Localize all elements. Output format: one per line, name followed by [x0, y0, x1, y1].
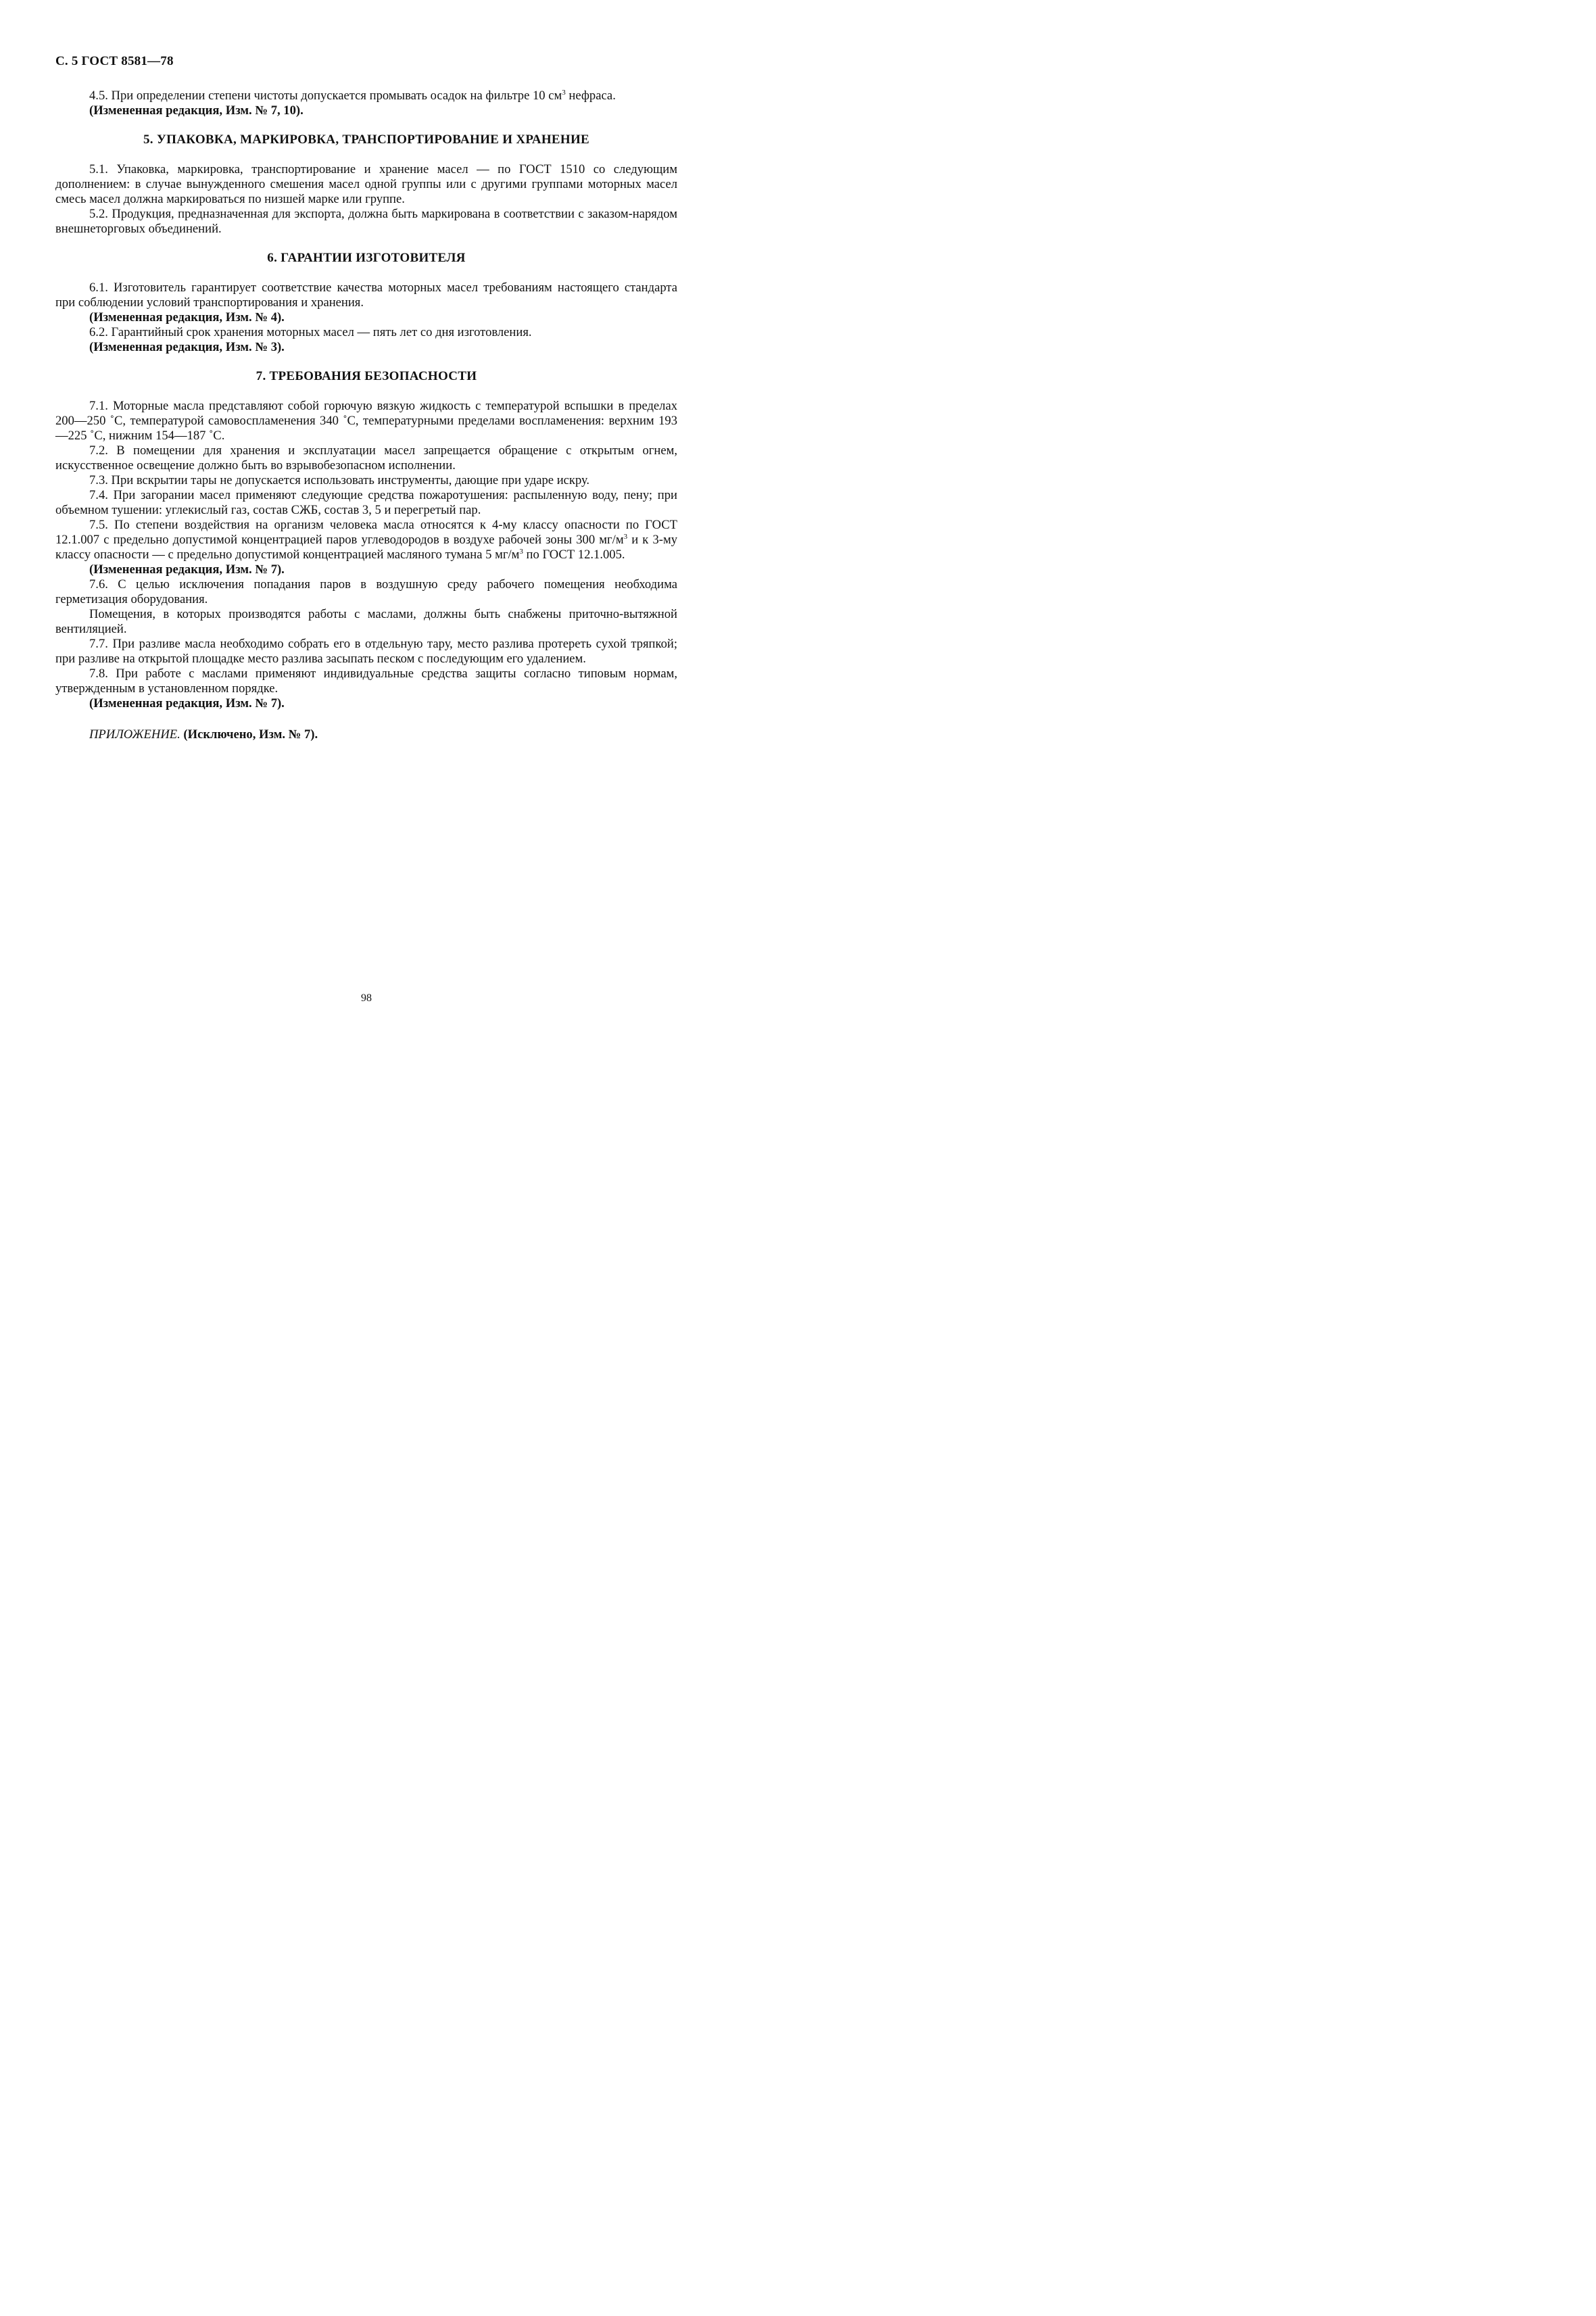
amendment-note: (Измененная редакция, Изм. № 7, 10). — [89, 103, 304, 118]
paragraph-7-7: 7.7. При разливе масла необходимо собрать его в отдельную тару, место разлива протереть сухой тряпкой; при разливе на открытой площадке место разлива засыпать песком с последующим его удалением. — [55, 637, 677, 666]
paragraph-7-8: 7.8. При работе с маслами применяют индивидуальные средства защиты согласно типовым нормам, утвержденным в установленном порядке. — [55, 667, 677, 696]
page-number: 98 — [361, 992, 372, 1004]
paragraph-7-4: 7.4. При загорании масел применяют следующие средства пожаротушения: распыленную воду, пену; при объемном тушении: углекислый газ, состав СЖБ, состав 3, 5 и перегретый пар. — [55, 488, 677, 517]
paragraph-6-2: 6.2. Гарантийный срок хранения моторных масел — пять лет со дня изготовления. — [89, 325, 532, 339]
paragraph-4-5-text-end: нефраса. — [565, 89, 616, 103]
amendment-note: (Измененная редакция, Изм. № 3). — [89, 340, 285, 354]
document-page — [0, 0, 733, 1038]
superscript-3: 3 — [519, 548, 523, 556]
section-heading-5: 5. УПАКОВКА, МАРКИРОВКА, ТРАНСПОРТИРОВАНИЕ И ХРАНЕНИЕ — [143, 132, 590, 147]
amendment-note: (Измененная редакция, Изм. № 7). — [89, 696, 285, 710]
paragraph-7-6-continued: Помещения, в которых производятся работы с маслами, должны быть снабжены приточно-вытяжной вентиляцией. — [55, 607, 677, 636]
paragraph-6-1: 6.1. Изготовитель гарантирует соответствие качества моторных масел требованиям настоящего стандарта при соблюдении условий транспортирования и хранения. — [55, 281, 677, 310]
paragraph-5-1: 5.1. Упаковка, маркировка, транспортирование и хранение масел — по ГОСТ 1510 со следующим дополнением: в случае вынужденного смешения масел одной группы или с другими группами моторных масел смесь масел должна маркироваться по низшей марке или группе. — [55, 162, 677, 206]
paragraph-7-2: 7.2. В помещении для хранения и эксплуатации масел запрещается обращение с открытым огнем, искусственное освещение должно быть во взрывобезопасном исполнении. — [55, 443, 677, 473]
paragraph-7-1: 7.1. Моторные масла представляют собой горючую вязкую жидкость с температурой вспышки в пределах 200—250 ˚С, температурой самовоспламенения 340 ˚С, температурными пределами воспламенения: верхним 193—225 ˚С, нижним 154—187 ˚С. — [55, 399, 677, 443]
appendix-excluded-note: (Исключено, Изм. № 7). — [180, 727, 318, 742]
running-head: С. 5 ГОСТ 8581—78 — [55, 54, 174, 68]
paragraph-5-2: 5.2. Продукция, предназначенная для экспорта, должна быть маркирована в соответствии с заказом-нарядом внешнеторговых объединений. — [55, 207, 677, 236]
paragraph-4-5-text: 4.5. При определении степени чистоты допускается промывать осадок на фильтре 10 см — [89, 89, 562, 103]
section-heading-7: 7. ТРЕБОВАНИЯ БЕЗОПАСНОСТИ — [256, 369, 477, 383]
amendment-note: (Измененная редакция, Изм. № 7). — [89, 562, 285, 577]
amendment-note: (Измененная редакция, Изм. № 4). — [89, 310, 285, 324]
appendix-note — [55, 727, 677, 742]
paragraph-7-5 — [55, 518, 677, 562]
paragraph-7-5-text-end: по ГОСТ 12.1.005. — [523, 548, 625, 562]
superscript-3: 3 — [562, 89, 566, 97]
section-heading-6: 6. ГАРАНТИИ ИЗГОТОВИТЕЛЯ — [267, 251, 466, 265]
appendix-label: ПРИЛОЖЕНИЕ. — [89, 727, 180, 742]
paragraph-7-5-text-mid: и к 3-му классу опасности — с предельно допустимой концентрацией масляного тумана 5 мг/м — [55, 533, 678, 562]
superscript-3: 3 — [623, 533, 628, 541]
paragraph-7-6: 7.6. С целью исключения попадания паров в воздушную среду рабочего помещения необходима герметизация оборудования. — [55, 577, 677, 606]
paragraph-7-5-text: 7.5. По степени воздействия на организм человека масла относятся к 4-му классу опасности по ГОСТ 12.1.007 с предельно допустимой концентрацией паров углеводородов в воздухе рабочей зоны 300 мг/м — [55, 518, 677, 547]
paragraph-4-5 — [55, 89, 677, 103]
page-content — [55, 54, 677, 742]
paragraph-7-3: 7.3. При вскрытии тары не допускается использовать инструменты, дающие при ударе искру. — [89, 473, 590, 487]
